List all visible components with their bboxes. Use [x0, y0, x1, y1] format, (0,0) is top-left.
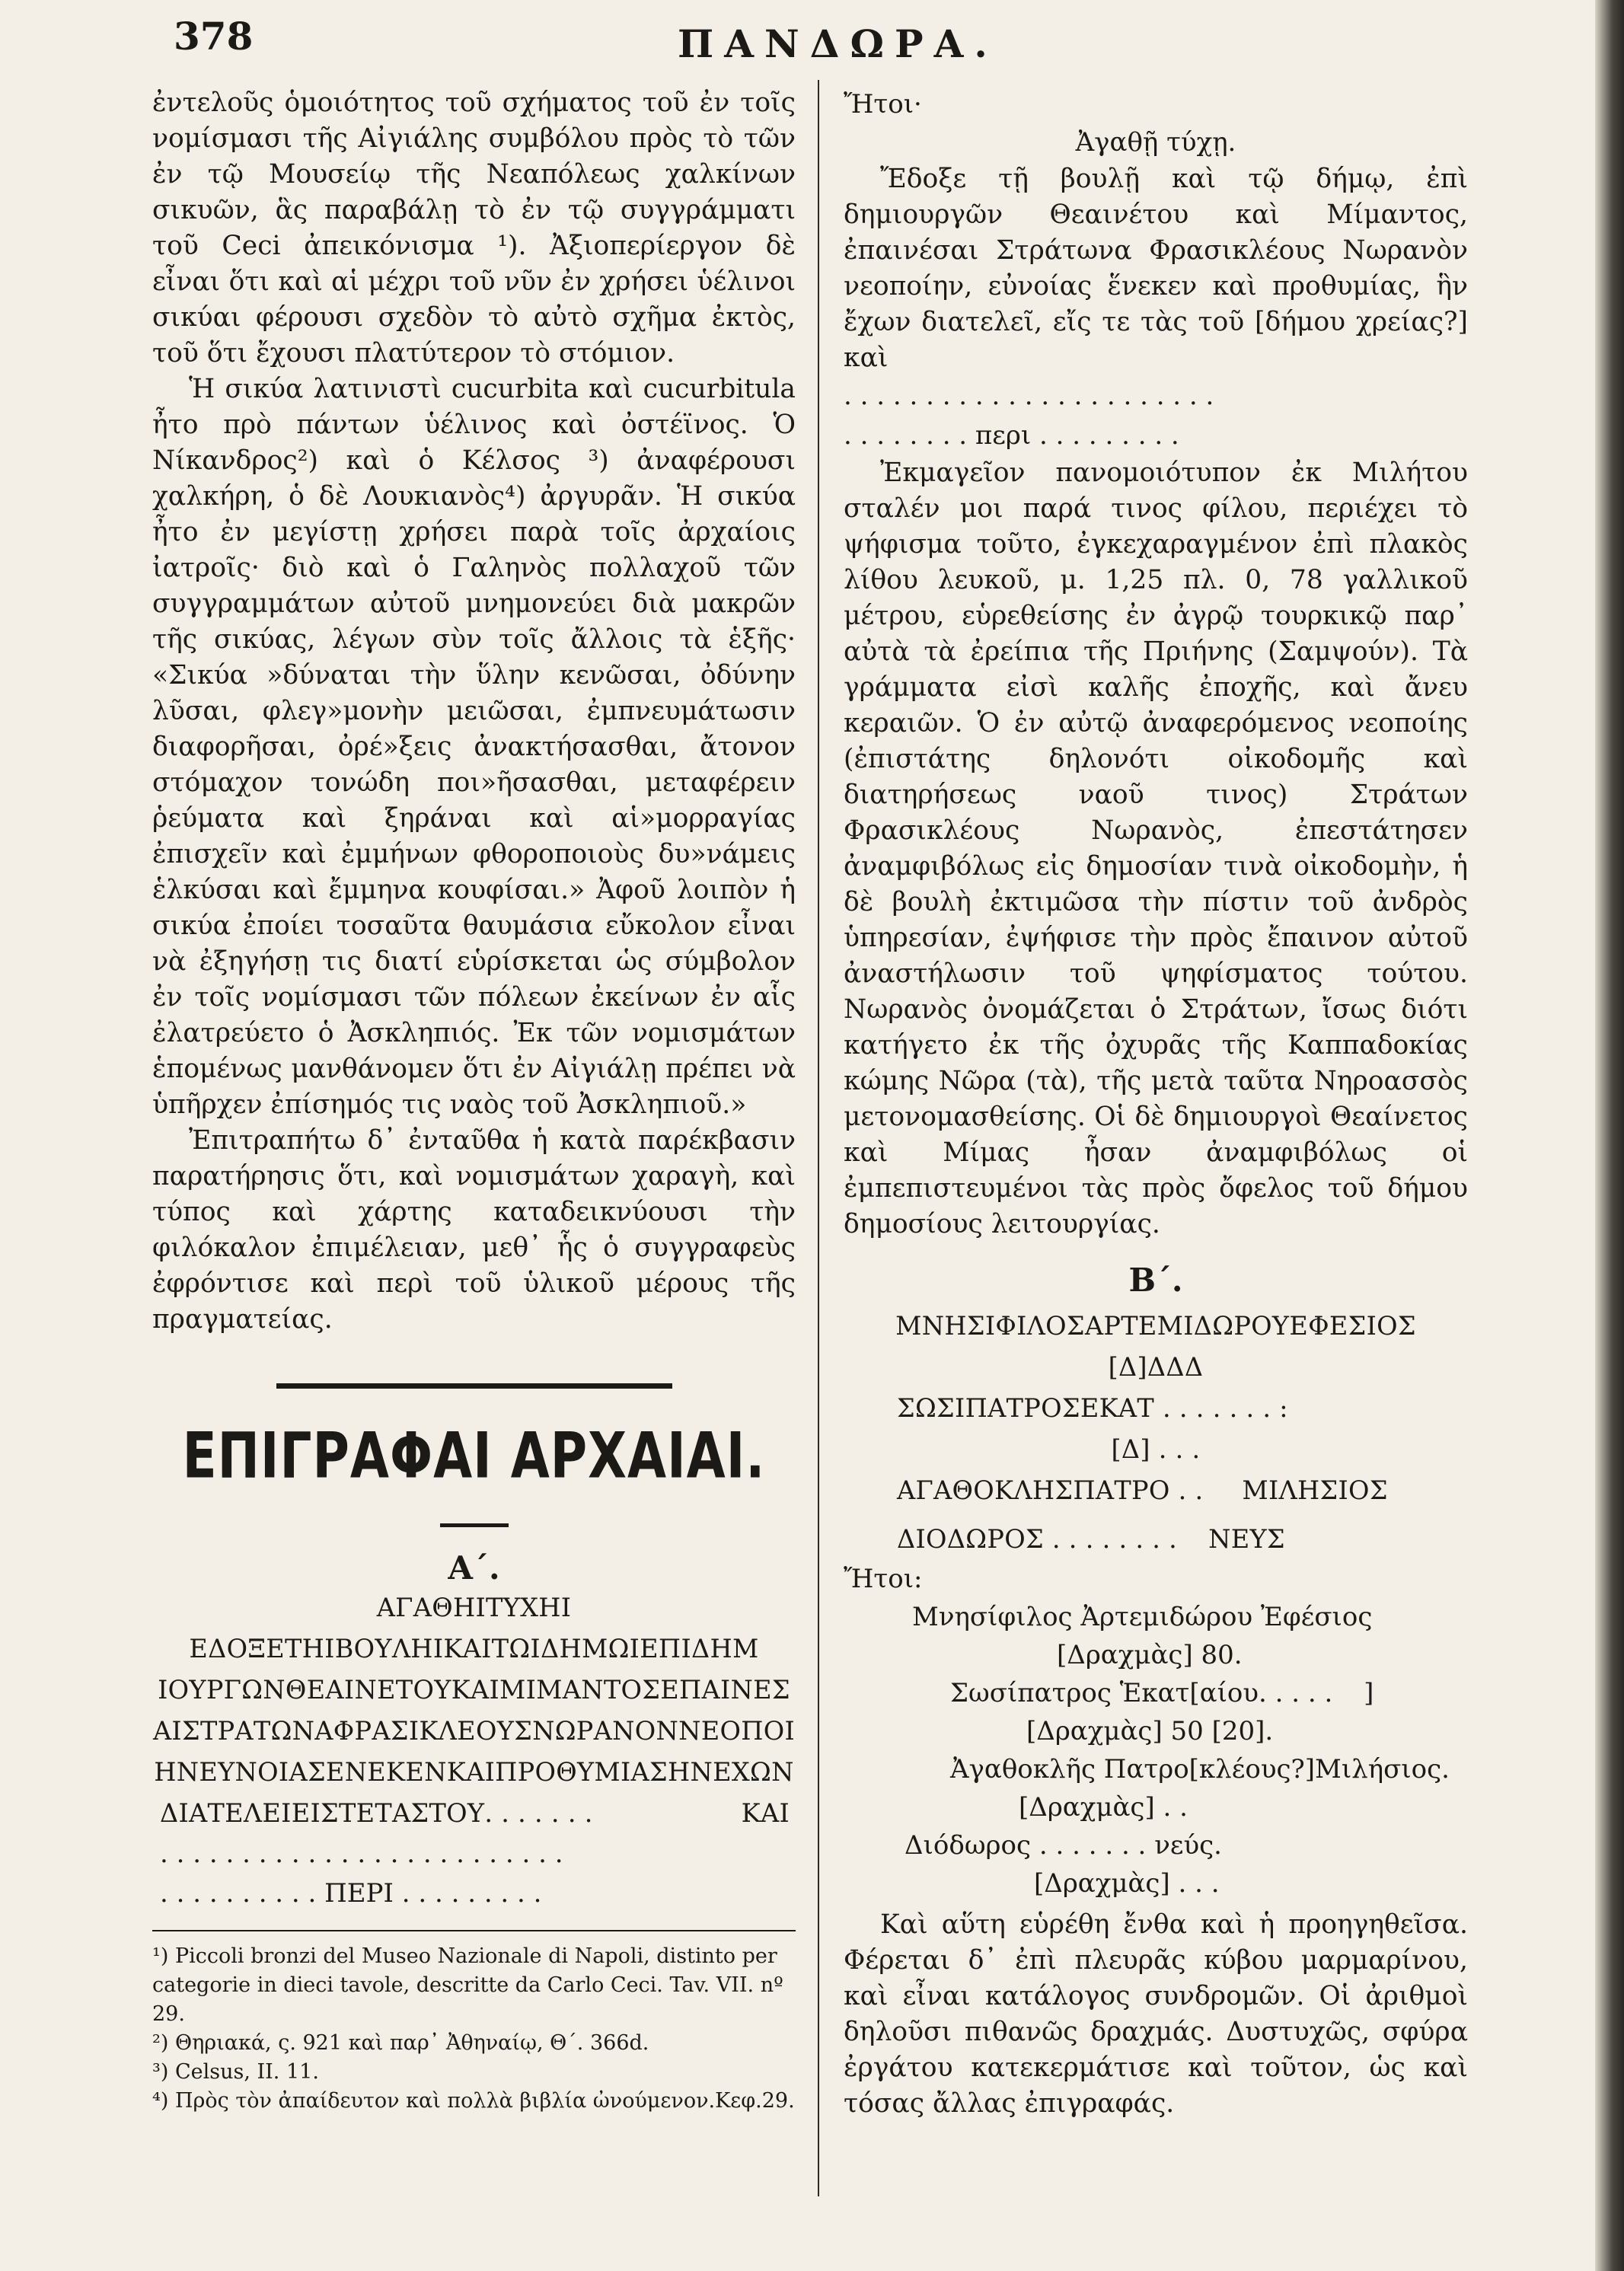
left-paragraph-3: Ἐπιτραπήτω δ᾽ ἐνταῦθα ἡ κατὰ παρέκβασιν παρατήρησις ὅτι, καὶ νομισμάτων χαραγὴ, καὶ τύπος καὶ χάρτης καταδεικνύουσι τὴν φιλόκαλον ἐπιμέλειαν, μεθ᾽ ἧς ὁ συγγραφεὺς ἐφρόντισε καὶ περὶ τοῦ ὑλικοῦ μέρους τῆς πραγματείας.	[152, 1125, 796, 1335]
inscription-line: ΔΙΑΤΕΛΕΙΕΙΣΤΕΤΑΣΤΟΥ. . . . . . . ΚΑΙ	[152, 1793, 796, 1834]
inscription-kai: ΚΑΙ	[741, 1798, 790, 1828]
footnote-rule	[152, 1930, 796, 1931]
inscription-a-heading: Α΄.	[448, 1549, 500, 1587]
left-paragraph-2: Ἡ σικύα λατινιστὶ cucurbita καὶ cucurbitula ἦτο πρὸ πάντων ὑέλινος καὶ ὀστέϊνος. Ὁ Νίκανδρος²) καὶ ὁ Κέλσος ³) ἀναφέρουσι χαλκήρη, ὁ δὲ Λουκιανὸς⁴) ἀργυρᾶν. Ἡ σικύα ἦτο ἐν μεγίστῃ χρήσει παρὰ τοῖς ἀρχαίοις ἰατροῖς· διὸ καὶ ὁ Γαληνὸς πολλαχοῦ τῶν συγγραμμάτων αὐτοῦ μνημονεύει διὰ μακρῶν τῆς σικύας, λέγων σὺν τοῖς ἄλλοις τὰ ἑξῆς· «Σικύα »δύναται τὴν ὕλην κενῶσαι, ὀδύνην λῦσαι, φλεγ»μονὴν μειῶσαι, ἐμπνευμάτωσιν διαφορῆσαι, ὀρέ»ξεις ἀνακτήσασθαι, ἄτονον στόμαχον τονώδη ποι»ῆσασθαι, μεταφέρειν ῥεύματα καὶ ξηράναι καὶ αἱ»μορραγίας ἐπισχεῖν καὶ ἐμμήνων φθοροποιοὺς δυ»νάμεις ἑλκύσαι καὶ ἔμμηνα κουφίσαι.» Ἀφοῦ λοιπὸν ἡ σικύα ἐποίει τοσαῦτα θαυμάσια εὔκολον εἶναι νὰ ἐξηγήσῃ τις διατί εὑρίσκεται ὡς σύμβολον ἐν τοῖς νομίσμασι τῶν πόλεων ἐκείνων ἐν αἷς ἐλατρεύετο ὁ Ἀσκληπιός. Ἐκ τῶν νομισμάτων ἑπομένως μανθάνομεν ὅτι ἐν Αἰγιάλῃ πρέπει νὰ ὑπῆρχεν ἐπίσημός τις ναὸς τοῦ Ἀσκληπιοῦ.»	[152, 374, 796, 1120]
inscription-line: ΗΝΕΥΝΟΙΑΣΕΝΕΚΕΝΚΑΙΠΡΟΘΥΜΙΑΣΗΝΕΧΩΝ	[154, 1757, 794, 1787]
translation-bracket: ]	[1364, 1678, 1374, 1708]
translation-line: Σωσίπατρος Ἑκατ[αίου. . . . . ]	[950, 1678, 1374, 1708]
inscription-line: ΕΔΟΞΕΤΗΙΒΟΥΛΗΙΚΑΙΤΩΙΔΗΜΩΙΕΠΙΔΗΜ	[189, 1634, 759, 1663]
agathi-tychi: Ἀγαθῇ τύχῃ.	[1075, 127, 1236, 158]
translation-sosipatros: Σωσίπατρος Ἑκατ[αίου.	[950, 1678, 1267, 1708]
footnotes	[152, 1942, 796, 2116]
page-number: 378	[174, 14, 254, 59]
inscription-line: ΙΟΥΡΓΩΝΘΕΑΙΝΕΤΟΥΚΑΙΜΙΜΑΝΤΟΣΕΠΑΙΝΕΣ	[158, 1675, 790, 1705]
section-rule	[276, 1383, 672, 1389]
inscription-line: ΑΙΣΤΡΑΤΩΝΑΦΡΑΣΙΚΛΕΟΥΣΝΩΡΑΝΟΝΝΕΟΠΟΙ	[152, 1716, 796, 1746]
lacuna-dots: . . . . . . . . . . . . . . . . . . . . . . .	[844, 381, 1214, 411]
lacuna-peri: περι	[975, 420, 1032, 451]
inscription-a	[152, 1587, 796, 1913]
section-title: ΕΠΙΓΡΑΦΑΙ ΑΡΧΑΙΑΙ.	[182, 1419, 766, 1493]
footnote-3: ³) Celsus, II. 11.	[152, 2060, 319, 2084]
itoi-label-2: Ἤτοι:	[844, 1564, 923, 1594]
translation-line: Ἀγαθοκλῆς Πατρο[κλέους?]Μιλήσιος.	[950, 1754, 1450, 1785]
inscription-b-agathokles: ΑΓΑΘΟΚΛΗΣΠΑΤΡΟ	[897, 1475, 1170, 1505]
column-divider	[818, 80, 819, 2196]
translation-line: [Δραχμὰς] . .	[1019, 1792, 1188, 1823]
inscription-b-sosipatros: ΣΩΣΙΠΑΤΡΟΣΕΚΑΤ	[897, 1393, 1155, 1423]
inscription-b	[844, 1306, 1468, 1560]
inscription-last-line: ΔΙΑΤΕΛΕΙΕΙΣΤΕΤΑΣΤΟΥ	[160, 1798, 485, 1828]
translation-drachmas-2: [Δραχμὰς]	[1034, 1868, 1170, 1899]
itoi-label: Ἤτοι·	[844, 89, 922, 120]
footnote-4: ⁴) Πρὸς τὸν ἀπαίδευτον καὶ πολλὰ βιβλία ὠνούμενον.Κεφ.29.	[152, 2089, 795, 2113]
translation-diodoros: Διόδωρος	[905, 1830, 1032, 1861]
translation-line: Διόδωρος . . . . . . . νεύς.	[905, 1830, 1222, 1861]
short-rule	[440, 1523, 509, 1527]
inscription-b-line: [Δ]ΔΔΔ	[1108, 1352, 1204, 1382]
page-edge-shadow	[1595, 0, 1624, 2271]
inscription-b-line: ΣΩΣΙΠΑΤΡΟΣΕΚΑΤ . . . . . . . :	[897, 1393, 1288, 1423]
inscription-b-neus: ΝΕΥΣ	[1208, 1524, 1285, 1554]
footnote-1: ¹) Piccoli bronzi del Museo Nazionale di Napoli, distinto per categorie in dieci tavole, descritte da Carlo Ceci. Tav. VII. nº 29.	[152, 1944, 783, 2026]
inscription-line: ΑΓΑΘΗΙΤΥΧΗΙ	[376, 1593, 572, 1622]
inscription-dots: . . . . . . . . . . . . . . . . . . . . . . . . .	[160, 1839, 563, 1869]
translation-line: [Δραχμὰς] 50 [20].	[1026, 1716, 1274, 1746]
inscription-b-line: [Δ] . . .	[1111, 1434, 1201, 1464]
inscription-b-diodoros: ΔΙΟΔΩΡΟΣ	[897, 1524, 1044, 1554]
lacuna-peri-line: . . . . . . . . περι . . . . . . . . .	[844, 420, 1179, 451]
inscription-peri: ΠΕΡΙ	[324, 1878, 394, 1909]
right-paragraph-2: Ἐκμαγεῖον πανομοιότυπον ἐκ Μιλήτου σταλέν μοι παρά τινος φίλου, περιέχει τὸ ψήφισμα τοῦτο, ἐγκεχαραγμένον ἐπὶ πλακὸς λίθου λευκοῦ, μ. 1,25 πλ. 0, 78 γαλλικοῦ μέτρου, εὑρεθείσης ἐν ἀγρῷ τουρκικῷ παρ᾽ αὐτὰ τὰ ἐρείπια τῆς Πριήνης (Σαμψούν). Τὰ γράμματα εἰσὶ καλῆς ἐποχῆς, καὶ ἄνευ κεραιῶν. Ὁ ἐν αὐτῷ ἀναφερόμενος νεοποίης (ἐπιστάτης δηλονότι οἰκοδομῆς καὶ διατηρήσεως ναοῦ τινος) Στράτων Φρασικλέους Νωρανὸς, ἐπεστάτησεν ἀναμφιβόλως εἰς δημοσίαν τινὰ οἰκοδομὴν, ἡ δὲ βουλὴ ἐκτιμῶσα τὴν πίστιν τοῦ ἀνδρὸς ὑπηρεσίαν, ἐψήφισε τὴν πρὸς ἔπαινον αὐτοῦ ἀναστήλωσιν τοῦ ψηφίσματος τούτου. Νωρανὸς ὀνομάζεται ὁ Στράτων, ἴσως διότι κατήγετο ἐκ τῆς ὀχυρᾶς τῆς Καππαδοκίας κώμης Νῶρα (τὰ), τῆς μετὰ ταῦτα Νηροασσὸς μετονομασθείσης. Οἱ δὲ δημιουργοὶ Θεαίνετος καὶ Μίμας ἦσαν ἀναμφιβόλως οἱ ἐμπεπιστευμένοι τὰς πρὸς ὄφελος τοῦ δήμου δημοσίους λειτουργίας.	[844, 458, 1468, 1239]
decree-translation: Ἔδοξε τῇ βουλῇ καὶ τῷ δήμῳ, ἐπὶ δημιουργῶν Θεαινέτου καὶ Μίμαντος, ἐπαινέσαι Στράτωνα Φρασικλέους Νωρανὸν νεοποίην, εὐνοίας ἕνεκεν καὶ προθυμίας, ἣν ἔχων διατελεῖ, εἴς τε τὰς τοῦ [δήμου χρείας?] καὶ	[844, 164, 1468, 373]
inscription-b-delta: [Δ]	[1111, 1434, 1150, 1464]
journal-title: ΠΑΝΔΩΡΑ.	[678, 21, 998, 66]
inscription-b-milesios: ΜΙΛΗΣΙΟΣ	[1242, 1475, 1388, 1505]
translation-line: Μνησίφιλος Ἀρτεμιδώρου Ἐφέσιος	[912, 1602, 1373, 1632]
inscription-b-line: ΜΝΗΣΙΦΙΛΟΣΑΡΤΕΜΙΔΩΡΟΥΕΦΕΣΙΟΣ	[895, 1311, 1416, 1341]
inscription-b-heading: Β΄.	[1128, 1261, 1183, 1299]
inscription-peri-line: . . . . . . . . . . ΠΕΡΙ . . . . . . . . .	[160, 1878, 542, 1909]
footnote-2: ²) Θηριακά, ς. 921 καὶ παρ᾽ Ἀθηναίῳ, Θ΄. 366d.	[152, 2031, 649, 2055]
translation-b	[844, 1598, 1468, 1903]
translation-drachmas: [Δραχμὰς]	[1019, 1792, 1155, 1823]
right-paragraph-3: Καὶ αὕτη εὑρέθη ἔνθα καὶ ἡ προηγηθεῖσα. Φέρεται δ᾽ ἐπὶ πλευρᾶς κύβου μαρμαρίνου, καὶ εἶναι κατάλογος συνδρομῶν. Οἱ ἀριθμοὶ δηλοῦσι πιθανῶς δραχμάς. Δυστυχῶς, σφύρα ἐργάτου κατεκερμάτισε καὶ τοῦτον, ὡς καὶ τόσας ἄλλας ἐπιγραφάς.	[844, 1909, 1468, 2119]
inscription-b-line: ΑΓΑΘΟΚΛΗΣΠΑΤΡΟ . . ΜΙΛΗΣΙΟΣ	[897, 1475, 1388, 1505]
translation-line: [Δραχμὰς] 80.	[1057, 1640, 1243, 1670]
running-header	[0, 14, 1624, 75]
left-paragraph-1: ἐντελοῦς ὁμοιότητος τοῦ σχήματος τοῦ ἐν τοῖς νομίσμασι τῆς Αἰγιάλης συμβόλου πρὸς τὸ τῶν ἐν τῷ Μουσείῳ τῆς Νεαπόλεως χαλκίνων σικυῶν, ἃς παραβάλῃ τὸ ἐν τῷ συγγράμματι τοῦ Ceci ἀπεικόνισμα ¹). Ἀξιοπερίεργον δὲ εἶναι ὅτι καὶ αἱ μέχρι τοῦ νῦν ἐν χρήσει ὑέλινοι σικύαι φέρουσι σχεδὸν τὸ αὐτὸ σχῆμα ἐκτὸς, τοῦ ὅτι ἔχουσι πλατύτερον τὸ στόμιον.	[152, 88, 796, 368]
right-column	[844, 85, 1468, 2122]
translation-line: [Δραχμὰς] . . .	[1034, 1868, 1220, 1899]
left-column	[152, 85, 796, 2116]
translation-neus: νεύς.	[1154, 1830, 1222, 1861]
inscription-b-line: ΔΙΟΔΩΡΟΣ . . . . . . . . ΝΕΥΣ	[897, 1524, 1285, 1554]
